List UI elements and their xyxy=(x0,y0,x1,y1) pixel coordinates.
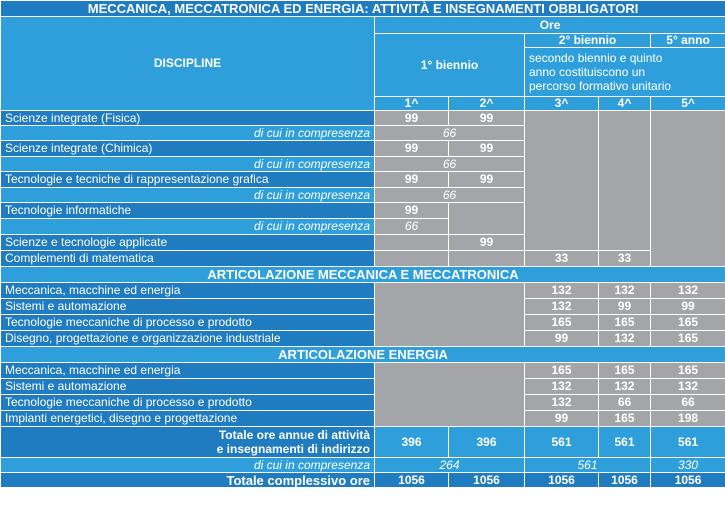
hours-cell: 99 xyxy=(525,331,599,347)
hours-cell: 165 xyxy=(525,363,599,379)
subject-label: Sistemi e automazione xyxy=(1,379,375,395)
empty-cell xyxy=(375,363,525,427)
subject-label: Scienze e tecnologie applicate xyxy=(1,235,375,251)
section-title-energia: ARTICOLAZIONE ENERGIA xyxy=(1,347,725,363)
secondo-biennio-header: 2° biennio xyxy=(525,34,651,48)
subject-label: Scienze integrate (Fisica) xyxy=(1,111,375,126)
hours-cell: 165 xyxy=(651,331,725,347)
hours-cell: 66 xyxy=(651,395,725,411)
hours-cell: 99 xyxy=(651,299,725,315)
unitary-note-line: secondo biennio e quinto xyxy=(529,51,663,65)
compresenza-total-biennio: 264 xyxy=(375,458,525,473)
compresenza-label: di cui in compresenza xyxy=(1,157,375,172)
year-1-header: 1^ xyxy=(375,97,449,111)
total-cell: 561 xyxy=(525,427,599,458)
table-title: MECCANICA, MECCATRONICA ED ENERGIA: ATTIVITÀ E INSEGNAMENTI OBBLIGATORI xyxy=(1,1,725,17)
hours-cell: 99 xyxy=(599,299,651,315)
total-cell: 396 xyxy=(375,427,449,458)
totale-indirizzo-line: e insegnamenti di indirizzo xyxy=(216,442,370,456)
empty-cell xyxy=(375,251,449,267)
grand-total-cell: 1056 xyxy=(599,473,651,488)
hours-cell: 132 xyxy=(599,379,651,395)
quinto-anno-header: 5° anno xyxy=(651,34,725,48)
hours-cell: 198 xyxy=(651,411,725,427)
hours-cell: 132 xyxy=(525,379,599,395)
compresenza-hours: 66 xyxy=(375,126,525,141)
year-4-header: 4^ xyxy=(599,97,651,111)
subject-label: Sistemi e automazione xyxy=(1,299,375,315)
totale-complessivo-label: Totale complessivo ore xyxy=(1,473,375,488)
ore-header: Ore xyxy=(375,17,725,34)
hours-cell: 99 xyxy=(375,141,449,157)
hours-cell: 132 xyxy=(525,283,599,299)
year-5-header: 5^ xyxy=(651,97,725,111)
total-cell: 561 xyxy=(651,427,725,458)
subject-label: Meccanica, macchine ed energia xyxy=(1,283,375,299)
hours-cell: 132 xyxy=(651,379,725,395)
hours-cell: 99 xyxy=(525,411,599,427)
empty-cell xyxy=(525,111,599,251)
compresenza-label: di cui in compresenza xyxy=(1,458,375,473)
hours-cell: 132 xyxy=(651,283,725,299)
subject-label: Impianti energetici, disegno e progettazione xyxy=(1,411,375,427)
hours-cell: 99 xyxy=(449,172,525,188)
hours-cell: 132 xyxy=(525,395,599,411)
subject-label: Scienze integrate (Chimica) xyxy=(1,141,375,157)
unitary-note-line: anno costituiscono un xyxy=(529,65,646,79)
hours-cell: 99 xyxy=(375,203,449,219)
discipline-header: DISCIPLINE xyxy=(1,17,375,111)
compresenza-label: di cui in compresenza xyxy=(1,219,375,235)
hours-cell: 132 xyxy=(525,299,599,315)
grand-total-cell: 1056 xyxy=(525,473,599,488)
hours-cell: 165 xyxy=(599,411,651,427)
hours-cell: 33 xyxy=(599,251,651,267)
hours-cell: 99 xyxy=(449,235,525,251)
hours-cell: 132 xyxy=(599,283,651,299)
subject-label: Tecnologie meccaniche di processo e prodotto xyxy=(1,395,375,411)
unitary-note-line: percorso formativo unitario xyxy=(529,79,672,93)
compresenza-total-quinto: 330 xyxy=(651,458,725,473)
empty-cell xyxy=(651,111,725,267)
total-cell: 396 xyxy=(449,427,525,458)
primo-biennio-header: 1° biennio xyxy=(375,34,525,97)
compresenza-label: di cui in compresenza xyxy=(1,126,375,141)
compresenza-hours: 66 xyxy=(375,219,449,235)
totale-indirizzo-label xyxy=(1,427,375,458)
grand-total-cell: 1056 xyxy=(449,473,525,488)
hours-cell: 165 xyxy=(525,315,599,331)
year-2-header: 2^ xyxy=(449,97,525,111)
totale-indirizzo-line: Totale ore annue di attività xyxy=(218,428,370,442)
hours-cell: 132 xyxy=(599,331,651,347)
hours-cell: 165 xyxy=(651,315,725,331)
empty-cell xyxy=(449,203,525,235)
total-cell: 561 xyxy=(599,427,651,458)
compresenza-hours: 66 xyxy=(375,157,525,172)
hours-cell: 66 xyxy=(599,395,651,411)
hours-cell: 99 xyxy=(449,141,525,157)
year-3-header: 3^ xyxy=(525,97,599,111)
subject-label: Tecnologie e tecniche di rappresentazione grafica xyxy=(1,172,375,188)
grand-total-cell: 1056 xyxy=(375,473,449,488)
subject-label: Tecnologie informatiche xyxy=(1,203,375,219)
empty-cell xyxy=(449,251,525,267)
compresenza-total-secondo: 561 xyxy=(525,458,651,473)
hours-cell: 99 xyxy=(375,172,449,188)
subject-label: Tecnologie meccaniche di processo e prodotto xyxy=(1,315,375,331)
compresenza-label: di cui in compresenza xyxy=(1,188,375,203)
section-title-meccanica: ARTICOLAZIONE MECCANICA E MECCATRONICA xyxy=(1,267,725,283)
hours-cell: 99 xyxy=(449,111,525,126)
subject-label: Disegno, progettazione e organizzazione industriale xyxy=(1,331,375,347)
hours-cell: 165 xyxy=(599,363,651,379)
unitary-note xyxy=(525,48,725,97)
hours-cell: 165 xyxy=(651,363,725,379)
hours-cell: 33 xyxy=(525,251,599,267)
subject-label: Meccanica, macchine ed energia xyxy=(1,363,375,379)
subject-label: Complementi di matematica xyxy=(1,251,375,267)
compresenza-hours: 66 xyxy=(375,188,525,203)
empty-cell xyxy=(375,283,525,347)
grand-total-cell: 1056 xyxy=(651,473,725,488)
empty-cell xyxy=(599,111,651,251)
hours-cell: 99 xyxy=(375,111,449,126)
hours-cell: 165 xyxy=(599,315,651,331)
empty-cell xyxy=(375,235,449,251)
